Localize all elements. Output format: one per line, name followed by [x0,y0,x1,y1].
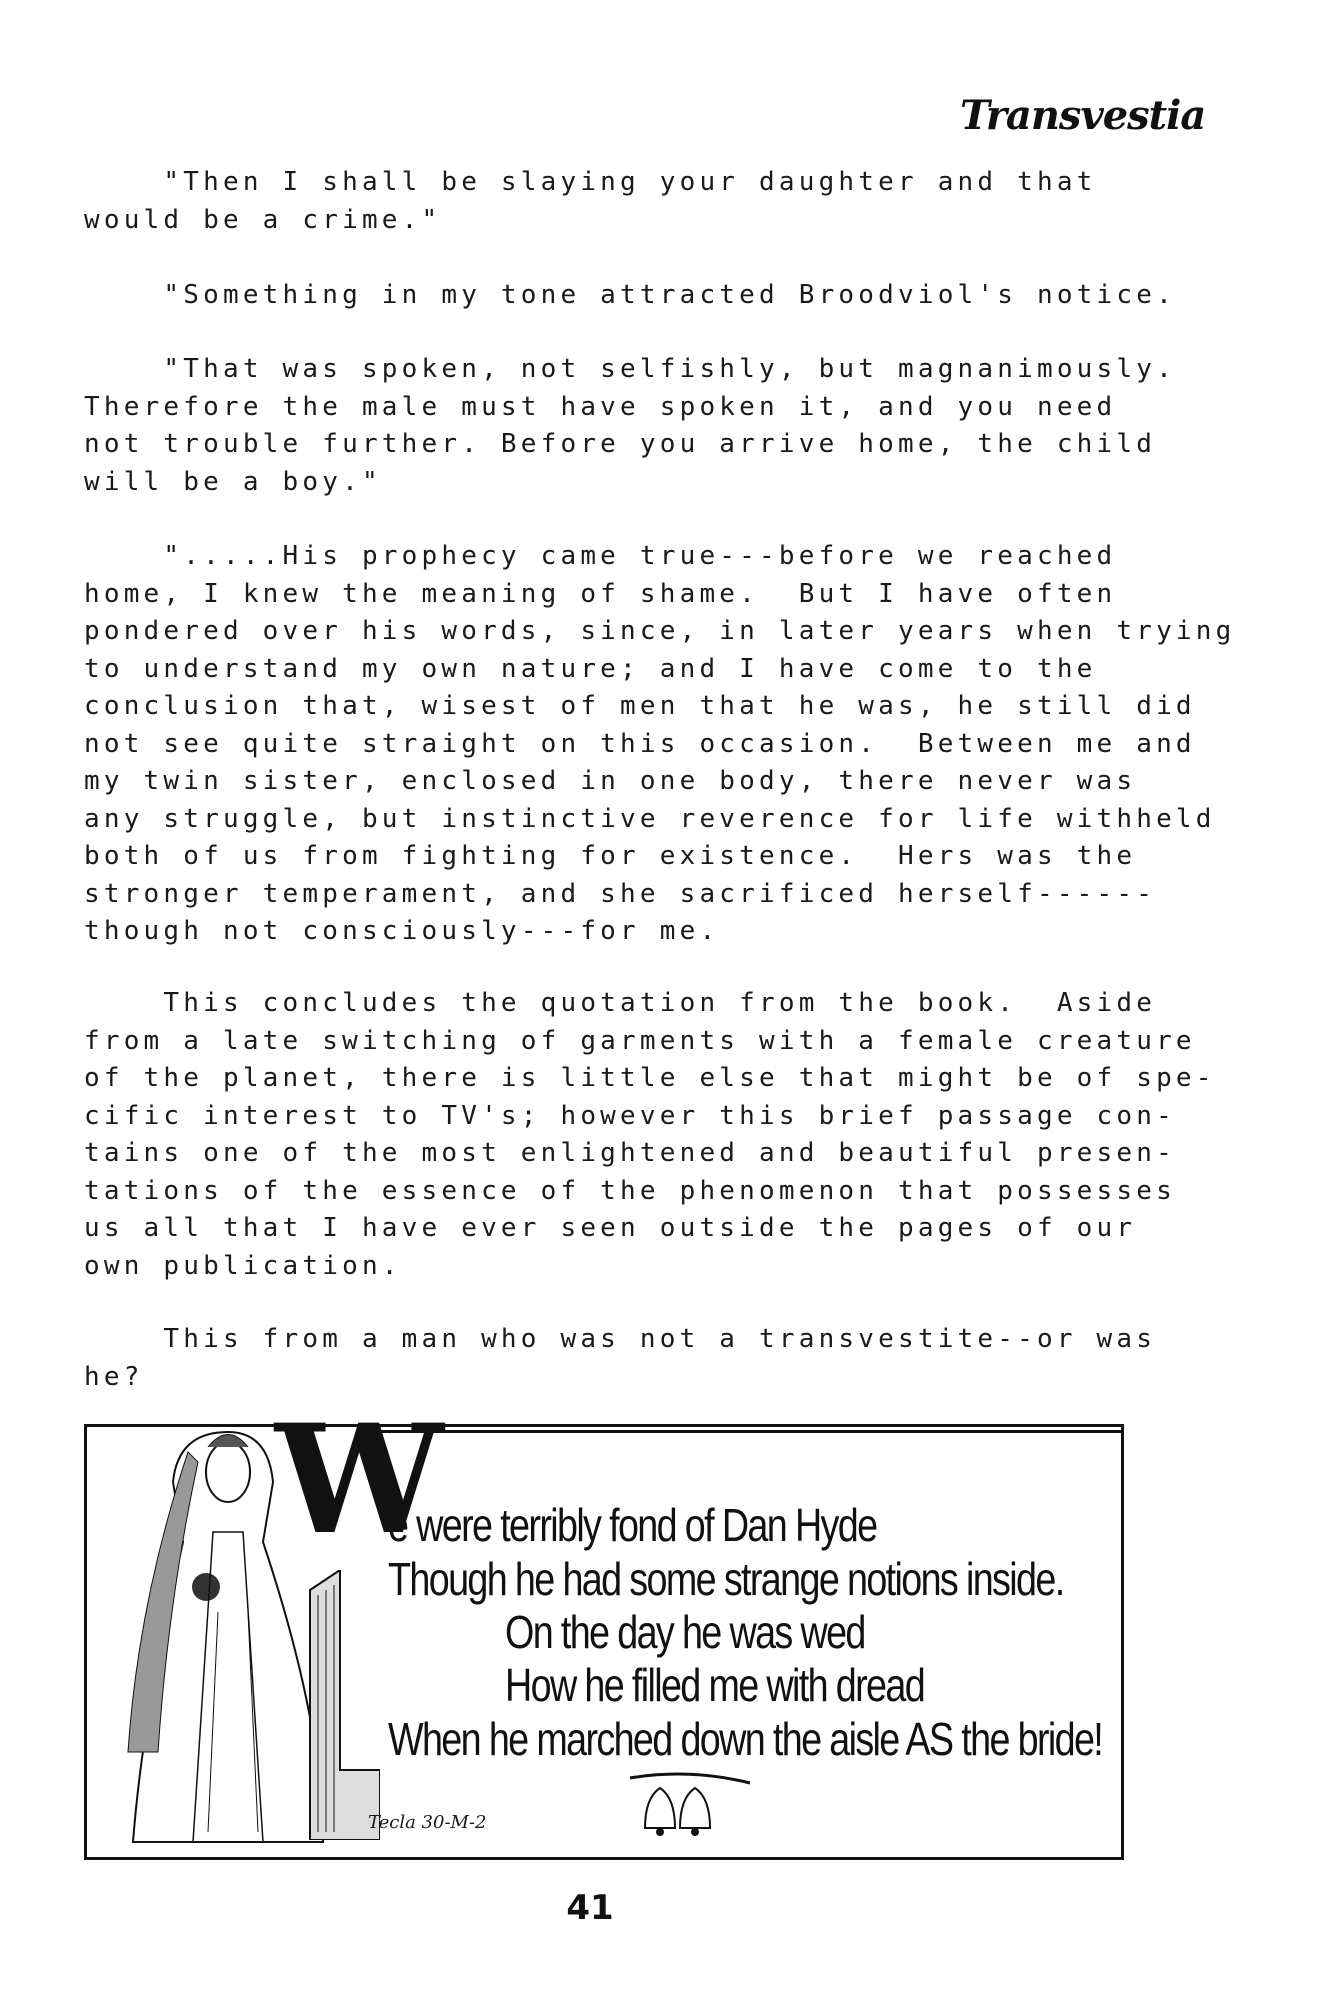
limerick-line-1: e were terribly fond of Dan Hyde [388,1499,877,1551]
limerick-initial-l-graphic [300,1570,380,1840]
limerick-line-4: How he filled me with dread [505,1659,925,1711]
paragraph-2: "Something in my tone attracted Broodviol's notice. [84,280,1176,310]
limerick-initial-w: W [275,1392,444,1568]
limerick-line-5: When he marched down the aisle AS the bride! [388,1713,1103,1765]
limerick-line-3: On the day he was wed [505,1606,865,1658]
header-title: Transvestia [960,92,1206,139]
paragraph-4: ".....His prophecy came true---before we reached home, I knew the meaning of shame. But I have often pondered over his words, since, in later years when trying to understand my own nature; and I have come to the conclusion that, wisest of men that he was, he still did not see quite straight on this occasion. Between me and my twin sister, enclosed in one body, there never was any struggle, but instinctive reverence for life withheld both of us from fighting for existence. Hers was the stronger temperament, and she sacrificed herself------ though not consciously---for me. [84,541,1236,946]
paragraph-1: "Then I shall be slaying your daughter and that would be a crime." [84,167,1097,235]
paragraph-5: This concludes the quotation from the book. Aside from a late switching of garments with a female creature of the planet, there is little else that might be of spe- cific interest to TV's; however this brief passage con- tains one of the most enlightened and beautiful presen- tations of the essence of the phenomenon that possesses us all that I have ever seen outside the pages of our own publication. [84,988,1216,1281]
paragraph-6: This from a man who was not a transvestite--or was he? [84,1324,1157,1392]
artist-signature: Tecla 30-M-2 [368,1812,487,1833]
paragraph-3: "That was spoken, not selfishly, but magnanimously. Therefore the male must have spoken it, and you need not trouble further. Before you arrive home, the child will be a boy." [84,354,1176,497]
cartoon-top-rule [370,1430,1124,1433]
wedding-bells-icon [610,1768,770,1848]
page-number: 41 [566,1888,614,1928]
limerick-line-2: Though he had some strange notions inside. [388,1553,1064,1605]
